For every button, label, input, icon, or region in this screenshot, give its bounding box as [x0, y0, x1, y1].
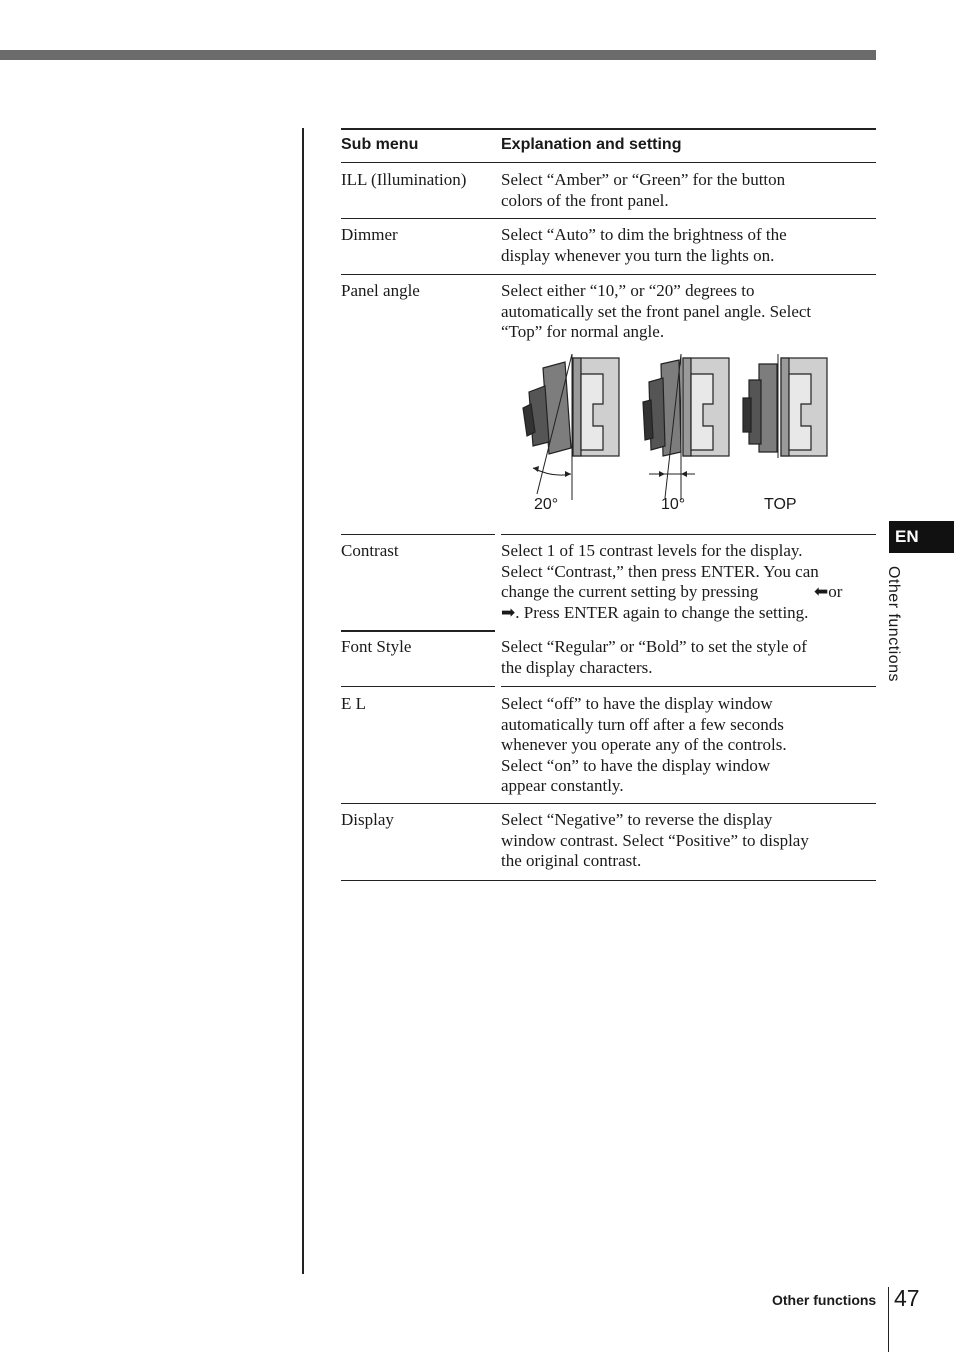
right-arrow-icon: ➡	[501, 602, 516, 623]
explanation-dimmer: Select “Auto” to dim the brightness of the display whenever you turn the lights on.	[501, 225, 787, 265]
table-row	[341, 219, 876, 275]
explanation-el: Select “off” to have the display window automatically turn off after a few seconds whenever you operate any of the controls. Select “on” to have the display window appear constantly.	[501, 694, 787, 795]
explanation-ill: Select “Amber” or “Green” for the button colors of the front panel.	[501, 170, 786, 210]
table-row	[341, 687, 876, 804]
sub-menu-panel-angle: Panel angle	[341, 281, 420, 300]
sub-menu-display: Display	[341, 810, 394, 829]
language-tab: EN	[889, 521, 954, 553]
page-number: 47	[894, 1285, 920, 1311]
header-explanation: Explanation and setting	[501, 136, 682, 153]
table-row	[341, 163, 876, 219]
table-row	[341, 535, 876, 631]
angle-label-top: TOP	[764, 496, 797, 513]
left-arrow-icon: ⬅	[814, 582, 829, 602]
row-divider	[341, 880, 876, 881]
explanation-panel-angle: Select either “10,” or “20” degrees to automatically set the front panel angle. Select “Top” for normal angle.	[501, 281, 812, 341]
sub-menu-dimmer: Dimmer	[341, 225, 398, 244]
sub-menu-ill: ILL (Illumination)	[341, 170, 467, 189]
explanation-display: Select “Negative” to reverse the display window contrast. Select “Positive” to display the original contrast.	[501, 810, 809, 870]
sub-menu-font-style: Font Style	[341, 637, 412, 656]
footer-rule	[888, 1287, 889, 1352]
table-row	[341, 631, 876, 687]
panel-angle-figure	[515, 352, 835, 522]
left-margin-rule	[302, 128, 304, 1274]
sub-menu-el: E L	[341, 694, 367, 713]
header-sub-menu: Sub menu	[341, 136, 419, 153]
explanation-font-style: Select “Regular” or “Bold” to set the style of the display characters.	[501, 637, 807, 677]
sub-menu-contrast: Contrast	[341, 541, 399, 560]
footer-section-label: Other functions	[772, 1292, 877, 1308]
table-header	[341, 128, 876, 163]
explanation-contrast: Select 1 of 15 contrast levels for the display. Select “Contrast,” then press ENTER. You can change the current setting by pressing ⬅or ➡. Press ENTER again to change the setting.	[501, 541, 843, 623]
section-side-label: Other functions	[885, 566, 902, 682]
table-row	[341, 804, 876, 881]
top-bar	[0, 50, 876, 60]
angle-label-10: 10°	[661, 496, 686, 513]
angle-label-20: 20°	[534, 496, 559, 513]
